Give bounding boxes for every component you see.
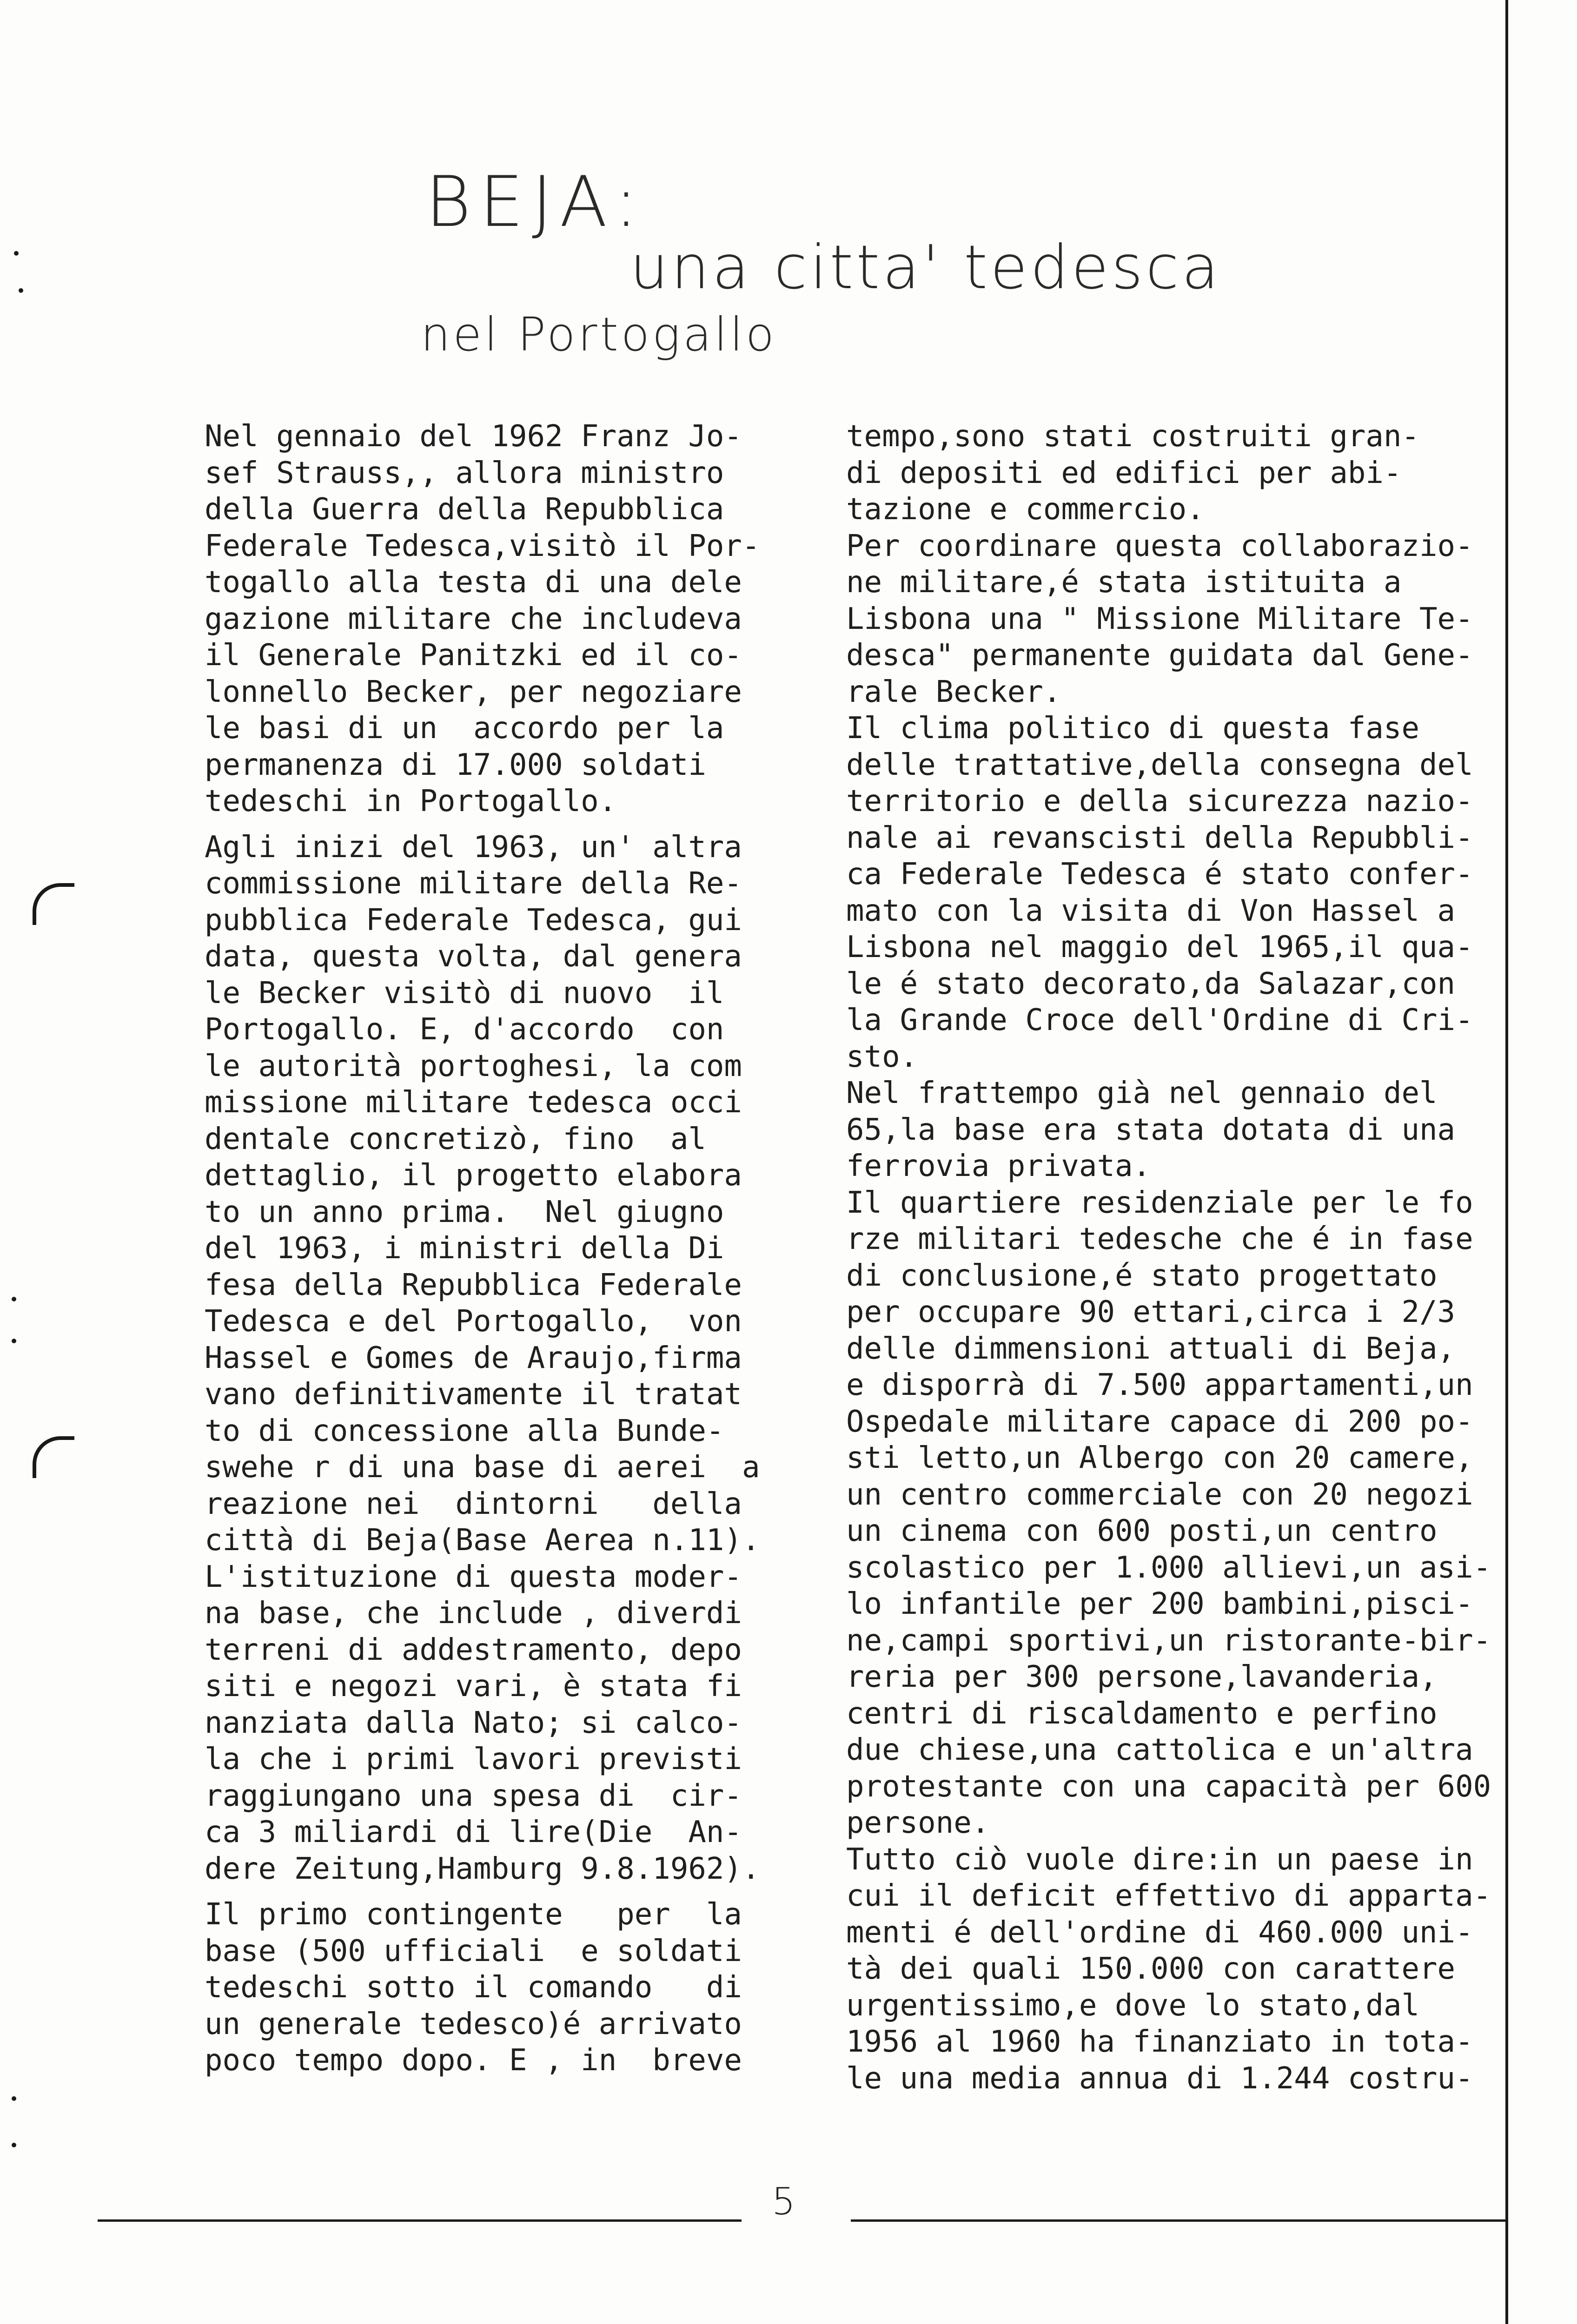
text-line: Ospedale militare capace di 200 po- (846, 1404, 1473, 1439)
text-line: di conclusione,é stato progettato (846, 1258, 1438, 1293)
article-subtitle: una citta' tedesca (630, 232, 1222, 303)
text-line: Nel frattempo già nel gennaio del (846, 1076, 1438, 1110)
text-line: sef Strauss,, allora ministro (205, 456, 724, 490)
article-title: BEJA: (425, 162, 647, 243)
text-line: le é stato decorato,da Salazar,con (846, 966, 1456, 1001)
text-line: Federale Tedesca,visitò il Por- (205, 528, 760, 563)
text-line: terreni di addestramento, depo (205, 1632, 742, 1667)
text-line: un cinema con 600 posti,un centro (846, 1514, 1438, 1548)
text-line: le una media annua di 1.244 costru- (846, 2061, 1473, 2096)
text-line: lo infantile per 200 bambini,pisci- (846, 1587, 1473, 1621)
text-line: due chiese,una cattolica e un'altra (846, 1733, 1473, 1767)
text-line: nale ai revanscisti della Repubbli- (846, 820, 1473, 855)
text-line: raggiungano una spesa di cir- (205, 1778, 742, 1813)
text-line: Il quartiere residenziale per le fo (846, 1185, 1473, 1220)
text-line: reria per 300 persone,lavanderia, (846, 1660, 1438, 1694)
text-line: tedeschi sotto il comando di (205, 1970, 742, 2005)
text-line: un centro commerciale con 20 negozi (846, 1477, 1473, 1512)
text-line: poco tempo dopo. E , in breve (205, 2043, 742, 2078)
text-line: 1956 al 1960 ha finanziato in tota- (846, 2025, 1473, 2059)
text-line: lonnello Becker, per negoziare (205, 674, 742, 709)
text-line: persone. (846, 1806, 990, 1840)
text-line: la che i primi lavori previsti (205, 1742, 742, 1776)
article-subtitle-location: nel Portogallo (421, 307, 777, 362)
text-line: della Guerra della Repubblica (205, 492, 724, 527)
text-line: protestante con una capacità per 600 (846, 1769, 1491, 1804)
text-line: Lisbona nel maggio del 1965,il qua- (846, 930, 1473, 964)
left-text-column (205, 418, 800, 2079)
text-line: 65,la base era stata dotata di una (846, 1112, 1456, 1147)
text-line: dentale concretizò, fino al (205, 1122, 706, 1156)
footer-rule-left (98, 2219, 742, 2222)
text-line: to di concessione alla Bunde- (205, 1413, 724, 1448)
paragraph-gap (205, 1887, 800, 1896)
text-line: le Becker visitò di nuovo il (205, 976, 724, 1010)
text-line: sti letto,un Albergo con 20 camere, (846, 1441, 1473, 1475)
text-line: Il clima politico di questa fase (846, 711, 1419, 746)
footer-rule-right (851, 2219, 1506, 2222)
text-line: pubblica Federale Tedesca, gui (205, 903, 742, 938)
text-line: to un anno prima. Nel giugno (205, 1195, 724, 1229)
text-line: fesa della Repubblica Federale (205, 1268, 742, 1302)
text-line: di depositi ed edifici per abi- (846, 456, 1402, 490)
margin-dot (14, 251, 19, 256)
text-line: sto. (846, 1039, 918, 1074)
margin-dot (12, 2143, 16, 2147)
margin-dot (12, 1297, 16, 1301)
text-line: menti é dell'ordine di 460.000 uni- (846, 1915, 1473, 1950)
text-line: rze militari tedesche che é in fase (846, 1222, 1473, 1256)
text-line: ne militare,é stata istituita a (846, 565, 1402, 600)
text-line: togallo alla testa di una dele (205, 565, 742, 600)
text-line: dere Zeitung,Hamburg 9.8.1962). (205, 1851, 760, 1886)
text-line: Lisbona una " Missione Militare Te- (846, 601, 1473, 636)
text-line: delle trattative,della consegna del (846, 747, 1473, 782)
text-line: territorio e della sicurezza nazio- (846, 784, 1473, 819)
text-line: commissione militare della Re- (205, 866, 742, 901)
text-line: data, questa volta, dal genera (205, 939, 742, 974)
text-line: e disporrà di 7.500 appartamenti,un (846, 1368, 1473, 1402)
text-line: il Generale Panitzki ed il co- (205, 638, 742, 673)
text-line: permanenza di 17.000 soldati (205, 747, 706, 782)
text-line: rale Becker. (846, 674, 1061, 709)
text-line: Per coordinare questa collaborazio- (846, 528, 1473, 563)
text-line: Agli inizi del 1963, un' altra (205, 830, 742, 865)
text-line: le autorità portoghesi, la com (205, 1049, 742, 1083)
text-line: gazione militare che includeva (205, 601, 742, 636)
text-line: Tedesca e del Portogallo, von (205, 1304, 742, 1339)
text-line: desca" permanente guidata dal Gene- (846, 638, 1473, 673)
text-line: centri di riscaldamento e perfino (846, 1696, 1438, 1731)
text-line: ne,campi sportivi,un ristorante-bir- (846, 1623, 1491, 1658)
text-line: ca 3 miliardi di lire(Die An- (205, 1815, 742, 1849)
text-line: tazione e commercio. (846, 492, 1205, 527)
text-line: tempo,sono stati costruiti gran- (846, 419, 1419, 454)
text-line: Nel gennaio del 1962 Franz Jo- (205, 419, 742, 454)
text-line: le basi di un accordo per la (205, 711, 724, 746)
page-number: 5 (772, 2180, 795, 2223)
text-line: delle dimmensioni attuali di Beja, (846, 1331, 1456, 1366)
text-line: urgentissimo,e dove lo stato,dal (846, 1988, 1419, 2023)
text-line: dettaglio, il progetto elabora (205, 1158, 742, 1193)
text-line: reazione nei dintorni della (205, 1486, 742, 1521)
text-line: scolastico per 1.000 allievi,un asi- (846, 1550, 1491, 1585)
text-line: la Grande Croce dell'Ordine di Cri- (846, 1003, 1473, 1037)
text-line: tà dei quali 150.000 con carattere (846, 1952, 1456, 1986)
text-line: per occupare 90 ettari,circa i 2/3 (846, 1295, 1456, 1329)
text-line: L'istituzione di questa moder- (205, 1559, 742, 1594)
paragraph-gap (205, 820, 800, 829)
text-line: del 1963, i ministri della Di (205, 1231, 724, 1266)
text-line: siti e negozi vari, è stata fi (205, 1669, 742, 1703)
text-line: un generale tedesco)é arrivato (205, 2007, 742, 2041)
text-line: missione militare tedesca occi (205, 1085, 742, 1120)
text-line: na base, che include , diverdi (205, 1596, 742, 1631)
margin-mark-arc (33, 1436, 74, 1478)
text-line: Il primo contingente per la (205, 1897, 742, 1932)
text-line: vano definitivamente il tratat (205, 1377, 742, 1412)
text-line: swehe r di una base di aerei a (205, 1450, 760, 1485)
text-line: Hassel e Gomes de Araujo,firma (205, 1340, 742, 1375)
text-line: tedeschi in Portogallo. (205, 784, 617, 819)
right-edge-rule (1505, 0, 1508, 1636)
text-line: ferrovia privata. (846, 1149, 1151, 1183)
margin-mark-arc (33, 883, 74, 925)
text-line: cui il deficit effettivo di apparta- (846, 1879, 1491, 1913)
text-line: Portogallo. E, d'accordo con (205, 1012, 724, 1047)
text-line: base (500 ufficiali e soldati (205, 1934, 742, 1968)
text-line: mato con la visita di Von Hassel a (846, 893, 1456, 928)
margin-dot (12, 2096, 16, 2101)
margin-dot (19, 288, 23, 293)
text-line: nanziata dalla Nato; si calco- (205, 1705, 742, 1740)
text-line: Tutto ciò vuole dire:in un paese in (846, 1842, 1473, 1877)
margin-dot (12, 1339, 16, 1343)
text-line: ca Federale Tedesca é stato confer- (846, 857, 1473, 891)
right-text-column (846, 418, 1506, 2097)
text-line: città di Beja(Base Aerea n.11). (205, 1523, 760, 1558)
